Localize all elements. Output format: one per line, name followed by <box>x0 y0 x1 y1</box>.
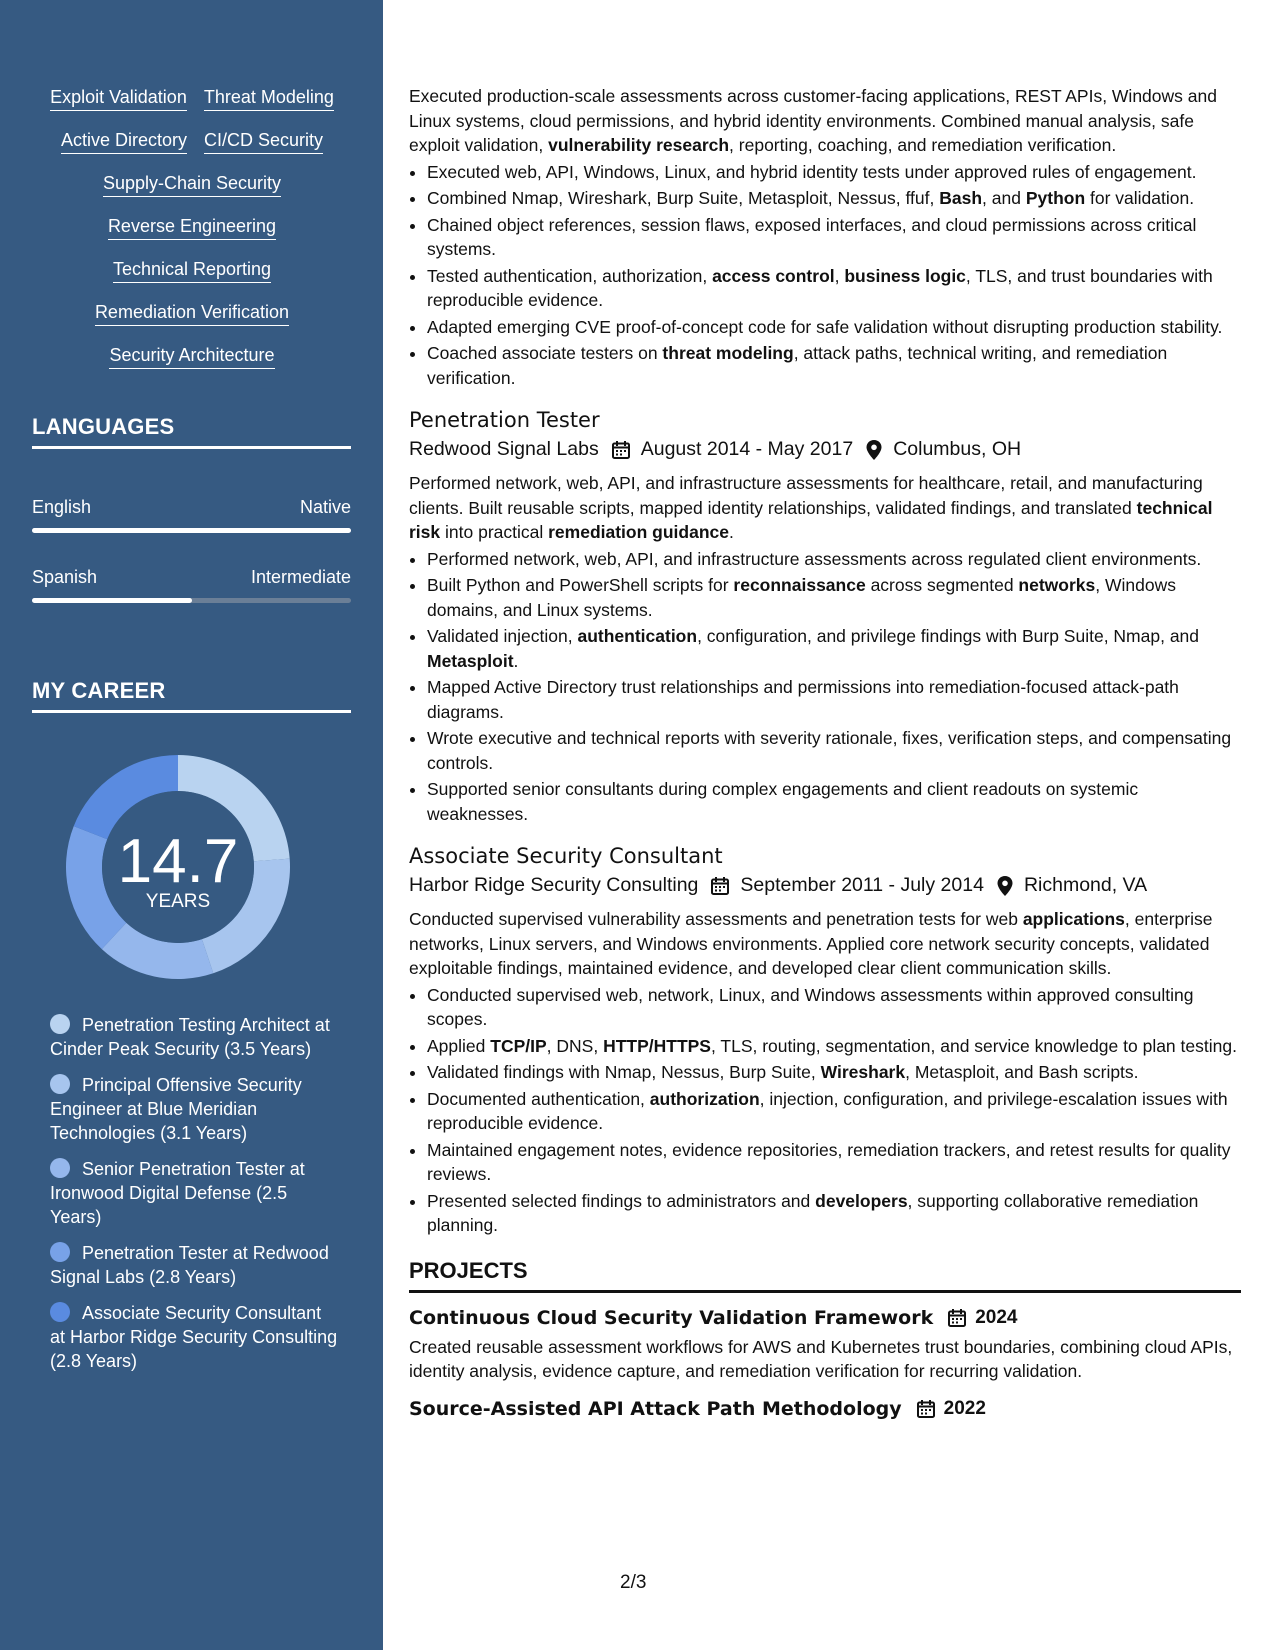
job-company: Redwood Signal Labs <box>409 438 599 460</box>
job-list <box>409 408 1241 1238</box>
page-number: 2/3 <box>620 1572 647 1593</box>
bullet-item: • Executed web, API, Windows, Linux, and hybrid identity tests under approved rules of engagement. <box>427 160 1241 185</box>
bullet-item: • Conducted supervised web, network, Linux, and Windows assessments within approved consulting scopes. <box>427 983 1241 1032</box>
job-dates: August 2014 - May 2017 <box>640 438 854 460</box>
intro-bullets <box>409 160 1241 391</box>
bullet-item: • Supported senior consultants during complex engagements and client readouts on systemic weaknesses. <box>427 777 1241 826</box>
career-heading: MY CAREER <box>32 678 351 713</box>
career-legend-item <box>50 1157 340 1229</box>
skill-tag: Active Directory <box>61 129 187 154</box>
job-location: Columbus, OH <box>893 438 1022 460</box>
language-name: English <box>32 497 92 517</box>
project-year: 2024 <box>975 1306 1018 1328</box>
job-dates: September 2011 - July 2014 <box>740 874 984 896</box>
skill-tag: Threat Modeling <box>204 86 334 111</box>
skill-tag: CI/CD Security <box>204 129 323 154</box>
language-item <box>32 496 351 533</box>
skill-tag: Remediation Verification <box>95 301 289 326</box>
bullet-item: • Combined Nmap, Wireshark, Burp Suite, Metasploit, Nessus, ffuf, Bash, and Python for validation. <box>427 186 1241 211</box>
job-entry <box>409 844 1241 1238</box>
legend-dot <box>50 1158 70 1178</box>
language-row <box>32 496 351 518</box>
career-legend-text: Principal Offensive Security Engineer at Blue Meridian Technologies (3.1 Years) <box>50 1075 302 1143</box>
intro-summary: Executed production-scale assessments across customer-facing applications, REST APIs, Windows and Linux systems, cloud permissions, and hybrid identity environments. Combined manual analysis, safe exploit validation, vulnerability research, reporting, coaching, and remediation verification. <box>409 86 1217 155</box>
legend-dot <box>50 1014 70 1034</box>
career-legend-item <box>50 1013 340 1061</box>
bullet-item: • Validated findings with Nmap, Nessus, Burp Suite, Wireshark, Metasploit, and Bash scripts. <box>427 1060 1241 1085</box>
project-title: Source-Assisted API Attack Path Methodology <box>409 1397 902 1420</box>
sidebar <box>0 0 383 1650</box>
calendar-icon <box>902 1399 944 1419</box>
bullet-item: • Maintained engagement notes, evidence repositories, remediation trackers, and retest results for quality reviews. <box>427 1138 1241 1187</box>
project-title-row <box>409 1398 1241 1420</box>
language-item <box>32 566 351 603</box>
bullet-item: • Documented authentication, authorization, injection, configuration, and privilege-escalation issues with reproducible evidence. <box>427 1087 1241 1136</box>
job-summary: Performed network, web, API, and infrastructure assessments for healthcare, retail, and manufacturing clients. Built reusable scripts, mapped identity relationships, validated findings, and translated technical risk into practical remediation guidance. <box>409 473 1213 542</box>
bullet-item: • Coached associate testers on threat modeling, attack paths, technical writing, and remediation verification. <box>427 341 1241 390</box>
job-meta <box>409 874 1241 897</box>
bullet-item: • Mapped Active Directory trust relationships and permissions into remediation-focused attack-path diagrams. <box>427 675 1241 724</box>
location-pin-icon <box>984 875 1024 897</box>
language-name: Spanish <box>32 567 98 587</box>
bullet-item: • Wrote executive and technical reports with severity rationale, fixes, verification steps, and compensating controls. <box>427 726 1241 775</box>
bullet-item: • Applied TCP/IP, DNS, HTTP/HTTPS, TLS, routing, segmentation, and service knowledge to plan testing. <box>427 1034 1241 1059</box>
skill-tag: Reverse Engineering <box>108 215 276 240</box>
bullet-item: • Tested authentication, authorization, access control, business logic, TLS, and trust boundaries with reproducible evidence. <box>427 264 1241 313</box>
legend-dot <box>50 1242 70 1262</box>
language-level: Intermediate <box>250 567 351 587</box>
career-legend-text: Penetration Testing Architect at Cinder Peak Security (3.5 Years) <box>50 1015 330 1059</box>
skill-tag: Exploit Validation <box>50 86 187 111</box>
career-total-value: 14.7 <box>117 827 239 896</box>
job-summary: Conducted supervised vulnerability assessments and penetration tests for web applications, enterprise networks, Linux servers, and Windows environments. Applied core network security concepts, validated exploitable findings, maintained evidence, and developed clear client communication skills. <box>409 909 1213 978</box>
location-pin-icon <box>853 439 893 461</box>
project-description: Created reusable assessment workflows for AWS and Kubernetes trust boundaries, combining cloud APIs, identity analysis, evidence capture, and remediation verification for recurring validation. <box>409 1336 1233 1381</box>
project-entry <box>409 1398 1241 1420</box>
job-bullets <box>409 983 1241 1238</box>
bullet-item: • Presented selected findings to administrators and developers, supporting collaborative remediation planning. <box>427 1189 1241 1238</box>
skill-tag: Technical Reporting <box>113 258 271 283</box>
legend-dot <box>50 1302 70 1322</box>
calendar-icon <box>933 1308 975 1328</box>
language-row <box>32 566 351 588</box>
language-bar <box>32 528 351 533</box>
career-legend-text: Penetration Tester at Redwood Signal Labs (2.8 Years) <box>50 1243 329 1287</box>
job-location: Richmond, VA <box>1023 874 1148 896</box>
language-bar-fill <box>32 598 192 603</box>
bullet-item: • Chained object references, session flaws, exposed interfaces, and cloud permissions across critical systems. <box>427 213 1241 262</box>
project-entry <box>409 1307 1241 1384</box>
language-level: Native <box>299 497 351 517</box>
skill-tag: Supply-Chain Security <box>103 172 281 197</box>
career-total-unit: YEARS <box>145 891 211 912</box>
legend-dot <box>50 1074 70 1094</box>
career-legend-item <box>50 1301 340 1373</box>
job-bullets <box>409 547 1241 827</box>
job-title: Associate Security Consultant <box>409 844 723 868</box>
calendar-icon <box>599 440 641 460</box>
skill-tag: Security Architecture <box>109 344 274 369</box>
career-total <box>65 754 291 980</box>
languages-heading: LANGUAGES <box>32 414 351 449</box>
calendar-icon <box>698 876 740 896</box>
bullet-item: • Performed network, web, API, and infrastructure assessments across regulated client environments. <box>427 547 1241 572</box>
job-entry <box>409 408 1241 826</box>
job-company: Harbor Ridge Security Consulting <box>409 874 699 896</box>
career-legend-item <box>50 1073 340 1145</box>
projects-heading: PROJECTS <box>409 1258 1241 1293</box>
career-legend-item <box>50 1241 340 1289</box>
language-bar-fill <box>32 528 351 533</box>
job-title: Penetration Tester <box>409 408 600 432</box>
career-legend-text: Senior Penetration Tester at Ironwood Digital Defense (2.5 Years) <box>50 1159 305 1227</box>
project-title: Continuous Cloud Security Validation Framework <box>409 1306 934 1329</box>
project-list <box>409 1307 1241 1420</box>
bullet-item: • Validated injection, authentication, configuration, and privilege findings with Burp Suite, Nmap, and Metasploit. <box>427 624 1241 673</box>
job-meta <box>409 438 1241 461</box>
skills-list <box>32 86 352 369</box>
main-content <box>409 84 1241 1426</box>
project-title-row <box>409 1307 1241 1329</box>
career-legend <box>50 1013 340 1385</box>
bullet-item: • Built Python and PowerShell scripts for reconnaissance across segmented networks, Windows domains, and Linux systems. <box>427 573 1241 622</box>
bullet-item: • Adapted emerging CVE proof-of-concept code for safe validation without disrupting production stability. <box>427 315 1241 340</box>
project-year: 2022 <box>943 1397 986 1419</box>
language-bar <box>32 598 351 603</box>
career-legend-text: Associate Security Consultant at Harbor Ridge Security Consulting (2.8 Years) <box>50 1303 338 1371</box>
